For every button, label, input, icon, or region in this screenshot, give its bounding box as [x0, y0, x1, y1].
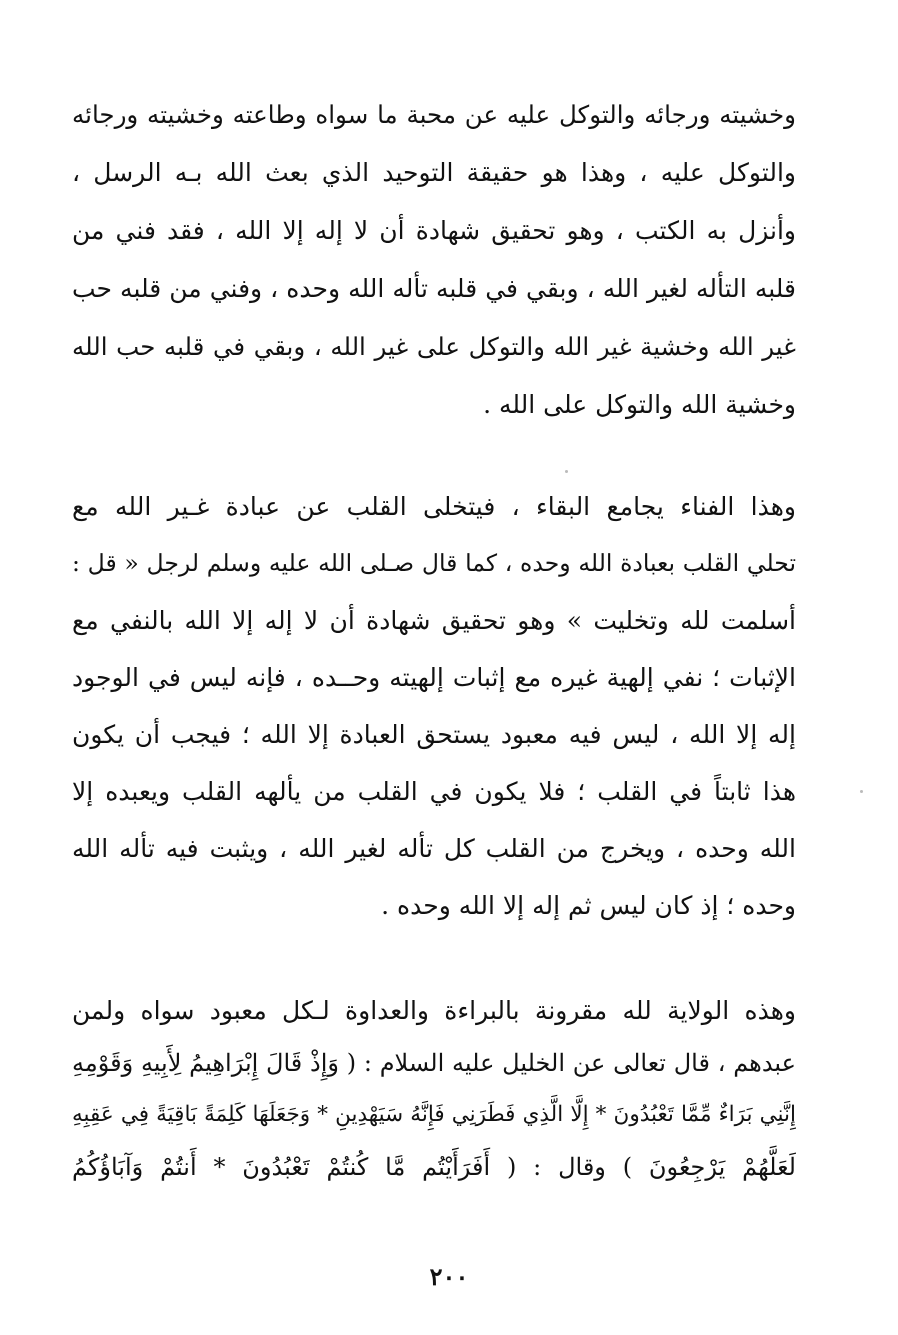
paragraph-line: غير الله وخشية غير الله والتوكل على غير الله ، وبقي في قلبه حب الله — [72, 332, 796, 361]
paragraph-line: عبدهم ، قال تعالى عن الخليل عليه السلام : ( وَإِذْ قَالَ إِبْرَاهِيمُ لِأَبِيهِ وَقَوْمِهِ — [72, 1049, 796, 1077]
paragraph-1 — [72, 86, 796, 434]
paragraph-line: وهذا الفناء يجامع البقاء ، فيتخلى القلب عن عبادة غـير الله مع — [72, 492, 796, 521]
paragraph-line: قلبه التأله لغير الله ، وبقي في قلبه تأله الله وحده ، وفني من قلبه حب — [72, 274, 796, 303]
paragraph-line: إله إلا الله ، ليس فيه معبود يستحق العبادة إلا الله ؛ فيجب أن يكون — [72, 720, 796, 749]
paragraph-line: الله وحده ، ويخرج من القلب كل تأله لغير الله ، ويثبت فيه تأله الله — [72, 834, 796, 863]
paragraph-line: وأنزل به الكتب ، وهو تحقيق شهادة أن لا إله إلا الله ، فقد فني من — [72, 216, 796, 245]
quran-verse-line: إِنَّنِي بَرَاءٌ مِّمَّا تَعْبُدُونَ * إِلَّا الَّذِي فَطَرَنِي فَإِنَّهُ سَيَهْدِينِ * وَجَعَلَهَا كَلِمَةً بَاقِيَةً فِي عَقِبِهِ — [72, 1102, 796, 1127]
paragraph-line: وخشيته ورجائه والتوكل عليه عن محبة ما سواه وطاعته وخشيته ورجائه — [72, 100, 796, 129]
paragraph-line: وخشية الله والتوكل على الله . — [483, 390, 796, 419]
paragraph-line: وهذه الولاية لله مقرونة بالبراءة والعداوة لـكل معبود سواه ولمن — [72, 996, 796, 1025]
paragraph-2 — [72, 478, 796, 934]
paragraph-line: الإثبات ؛ نفي إلهية غيره مع إثبات إلهيته وحــده ، فإنه ليس في الوجود — [72, 663, 796, 692]
paragraph-3 — [72, 985, 796, 1193]
page-number: ٢٠٠ — [429, 1262, 469, 1291]
paragraph-line: تحلي القلب بعبادة الله وحده ، كما قال صـلى الله عليه وسلم لرجل « قل : — [72, 549, 796, 577]
quran-verse-line: لَعَلَّهُمْ يَرْجِعُونَ ) وقال : ( أَفَرَأَيْتُم مَّا كُنتُمْ تَعْبُدُونَ * أَنتُمْ وَآبَاؤُكُمُ — [72, 1153, 796, 1181]
paragraph-line: وحده ؛ إذ كان ليس ثم إله إلا الله وحده . — [381, 891, 796, 920]
scan-speck — [565, 470, 568, 473]
paragraph-line: هذا ثابتاً في القلب ؛ فلا يكون في القلب من يألهه القلب ويعبده إلا — [72, 777, 796, 806]
scan-speck — [860, 790, 863, 793]
paragraph-line: أسلمت لله وتخليت » وهو تحقيق شهادة أن لا إله إلا الله بالنفي مع — [72, 606, 796, 635]
paragraph-line: والتوكل عليه ، وهذا هو حقيقة التوحيد الذي بعث الله بـه الرسل ، — [72, 158, 796, 187]
